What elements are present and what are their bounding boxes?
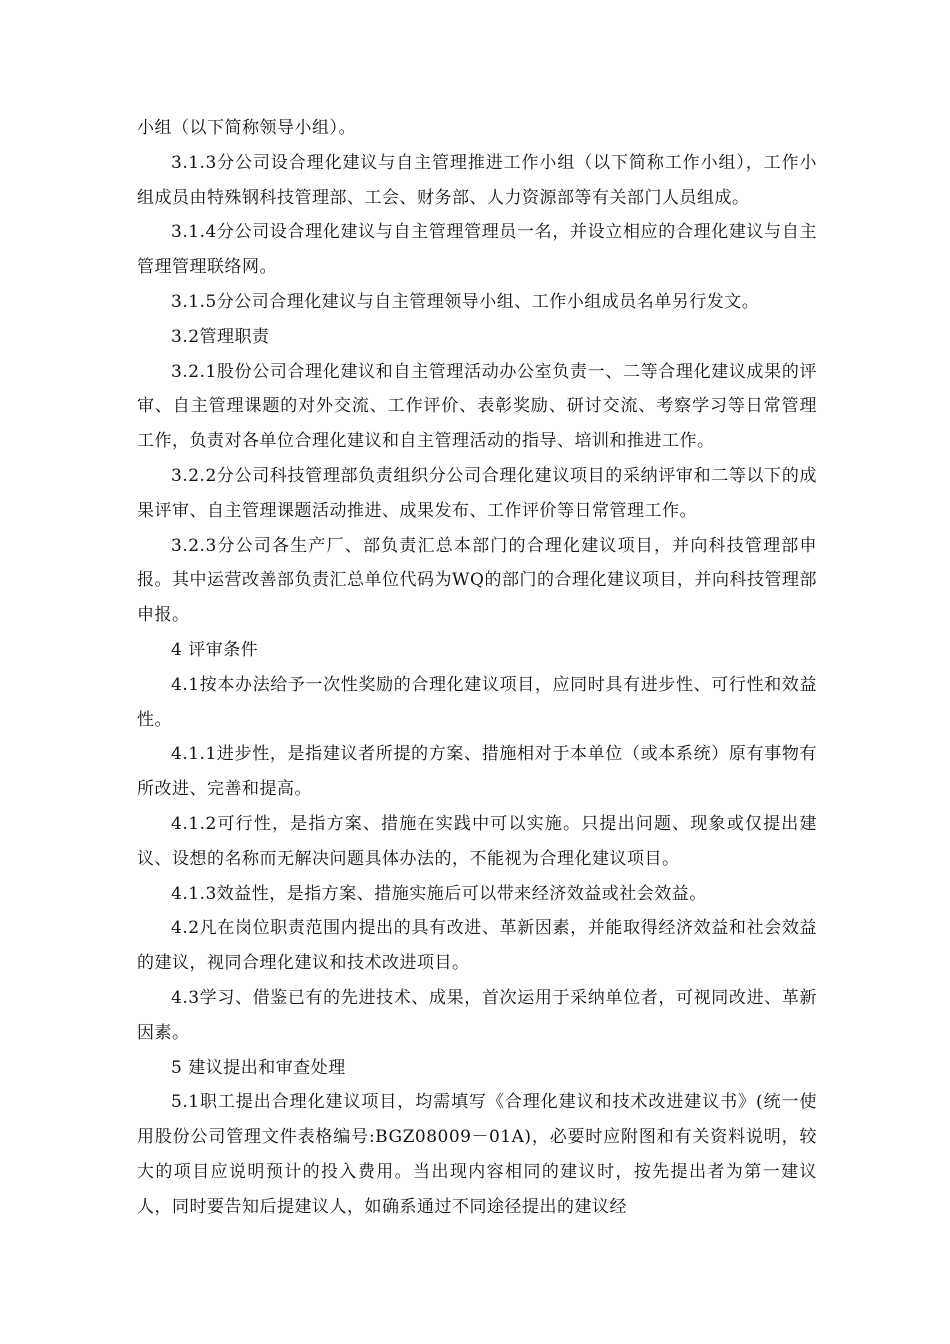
paragraph-4: 3.1.5分公司合理化建议与自主管理领导小组、工作小组成员名单另行发文。 [171, 291, 760, 312]
document-body [137, 111, 817, 1225]
section-heading-4: 4 评审条件 [171, 639, 259, 660]
paragraph-17: 5.1职工提出合理化建议项目，均需填写《合理化建议和技术改进建议书》(统一使用股份公司管理文件表格编号:BGZ08009－01A)，必要时应附图和有关资料说明，较大的项目应说明预计的投入费用。当出现内容相同的建议时，按先提出者为第一建议人，同时要告知后提建议人，如确系通过不同途径提出的建议经 [137, 1092, 817, 1217]
paragraph-1: 小组（以下简称领导小组）。 [137, 118, 356, 138]
paragraph-2: 3.1.3分公司设合理化建议与自主管理推进工作小组（以下简称工作小组），工作小组成员由特殊钢科技管理部、工会、财务部、人力资源部等有关部门人员组成。 [137, 152, 817, 208]
paragraph-12: 4.1.2可行性，是指方案、措施在实践中可以实施。只提出问题、现象或仅提出建议、设想的名称而无解决问题具体办法的，不能视为合理化建议项目。 [137, 813, 817, 869]
paragraph-3: 3.1.4分公司设合理化建议与自主管理管理员一名，并设立相应的合理化建议与自主管理管理联络网。 [137, 222, 817, 278]
paragraph-6: 3.2.1股份公司合理化建议和自主管理活动办公室负责一、二等合理化建议成果的评审、自主管理课题的对外交流、工作评价、表彰奖励、研讨交流、考察学习等日常管理工作，负责对各单位合理化建议和自主管理活动的指导、培训和推进工作。 [137, 361, 817, 452]
paragraph-14: 4.2凡在岗位职责范围内提出的具有改进、革新因素，并能取得经济效益和社会效益的建议，视同合理化建议和技术改进项目。 [137, 918, 817, 974]
paragraph-15: 4.3学习、借鉴已有的先进技术、成果，首次运用于采纳单位者，可视同改进、革新因素。 [137, 987, 817, 1043]
section-heading-3-2: 3.2管理职责 [171, 326, 270, 347]
paragraph-10: 4.1按本办法给予一次性奖励的合理化建议项目，应同时具有进步性、可行性和效益性。 [137, 674, 817, 730]
paragraph-7: 3.2.2分公司科技管理部负责组织分公司合理化建议项目的采纳评审和二等以下的成果评审、自主管理课题活动推进、成果发布、工作评价等日常管理工作。 [137, 465, 817, 521]
paragraph-11: 4.1.1进步性，是指建议者所提的方案、措施相对于本单位（或本系统）原有事物有所改进、完善和提高。 [137, 744, 817, 800]
section-heading-5: 5 建议提出和审查处理 [171, 1057, 346, 1078]
paragraph-8: 3.2.3分公司各生产厂、部负责汇总本部门的合理化建议项目，并向科技管理部申报。其中运营改善部负责汇总单位代码为WQ的部门的合理化建议项目，并向科技管理部申报。 [137, 535, 817, 626]
paragraph-13: 4.1.3效益性，是指方案、措施实施后可以带来经济效益或社会效益。 [171, 883, 707, 904]
